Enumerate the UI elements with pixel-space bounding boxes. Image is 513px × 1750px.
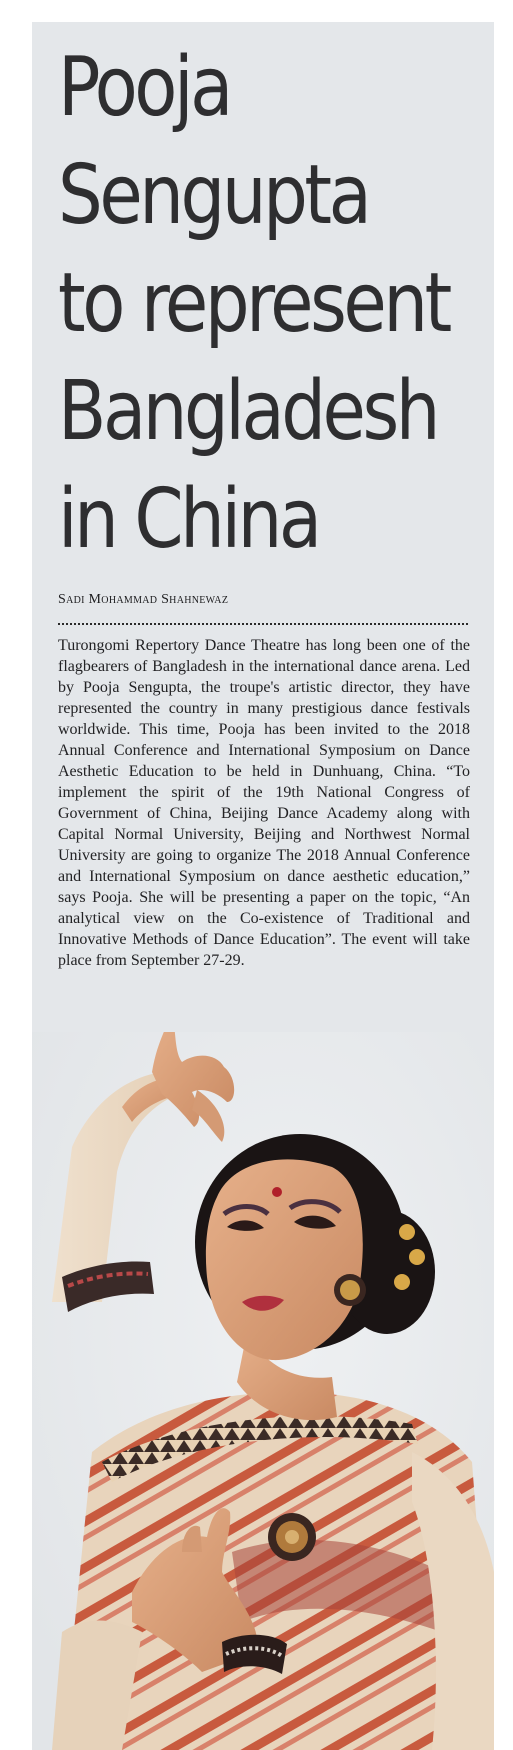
dotted-divider [58, 623, 468, 625]
article-body: Turongomi Repertory Dance Theatre has long been one of the flagbearers of Bangladesh in the international dance arena. Led by Pooja Sengupta, the troupe's artistic director, they have represented the country in many prestigious dance festivals worldwide. This time, Pooja has been invited to the 2018 Annual Conference and International Symposium on Dance Aesthetic Education to be held in Dunhuang, China. “To implement the spirit of the 19th National Congress of Government of China, Beijing Dance Academy along with Capital Normal University, Beijing and Northwest Normal University are going to organize The 2018 Annual Conference and International Symposium on dance aesthetic education,” says Pooja. She will be presenting a paper on the topic, “An analytical view on the Co-existence of Traditional and Innovative Methods of Dance Education”. The event will take place from September 27-29. [58, 637, 470, 969]
article-panel [32, 22, 494, 1750]
dancer-illustration [32, 1032, 494, 1750]
dancer-photo [32, 1032, 494, 1750]
headline-line-5: in China [58, 472, 319, 567]
headline-line-4: Bangladesh [58, 364, 438, 459]
headline-line-3: to represent [58, 256, 449, 351]
byline: Sadi Mohammad Shahnewaz [58, 592, 229, 607]
headline [58, 34, 449, 574]
headline-line-1: Pooja [58, 40, 230, 135]
headline-line-2: Sengupta [58, 148, 369, 243]
